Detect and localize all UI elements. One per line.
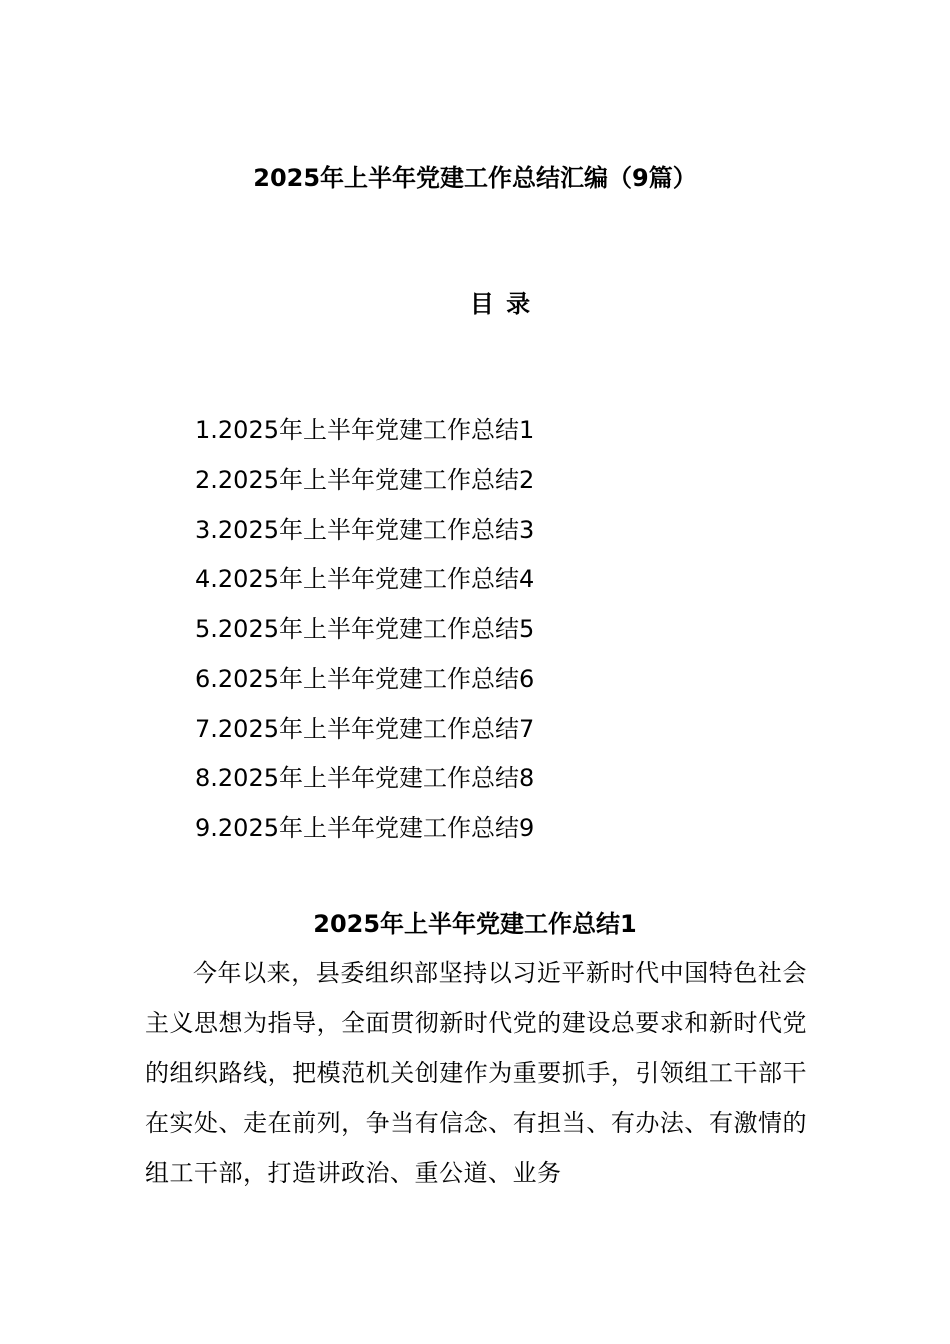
toc-item[interactable]: 1.2025年上半年党建工作总结1 xyxy=(195,416,535,444)
toc-item[interactable]: 5.2025年上半年党建工作总结5 xyxy=(195,615,535,643)
toc-item[interactable]: 3.2025年上半年党建工作总结3 xyxy=(195,515,535,544)
toc-item[interactable]: 9.2025年上半年党建工作总结9 xyxy=(195,814,535,842)
toc-item[interactable]: 7.2025年上半年党建工作总结7 xyxy=(195,714,535,743)
toc-list xyxy=(195,406,534,854)
section-title: 2025年上半年党建工作总结1 xyxy=(313,910,637,938)
toc-item[interactable]: 2.2025年上半年党建工作总结2 xyxy=(195,465,535,494)
toc-item[interactable]: 8.2025年上半年党建工作总结8 xyxy=(195,764,535,793)
toc-item[interactable]: 6.2025年上半年党建工作总结6 xyxy=(195,664,535,693)
toc-heading: 目 录 xyxy=(469,290,531,318)
body-paragraph: 今年以来，县委组织部坚持以习近平新时代中国特色社会主义思想为指导，全面贯彻新时代党的建设总要求和新时代党的组织路线，把模范机关创建作为重要抓手，引领组工干部干在实处、走在前列，争当有信念、有担当、有办法、有激情的组工干部，打造讲政治、重公道、业务 xyxy=(145,959,807,1187)
toc-item[interactable]: 4.2025年上半年党建工作总结4 xyxy=(195,565,535,594)
document-title: 2025年上半年党建工作总结汇编（9篇） xyxy=(253,164,697,192)
